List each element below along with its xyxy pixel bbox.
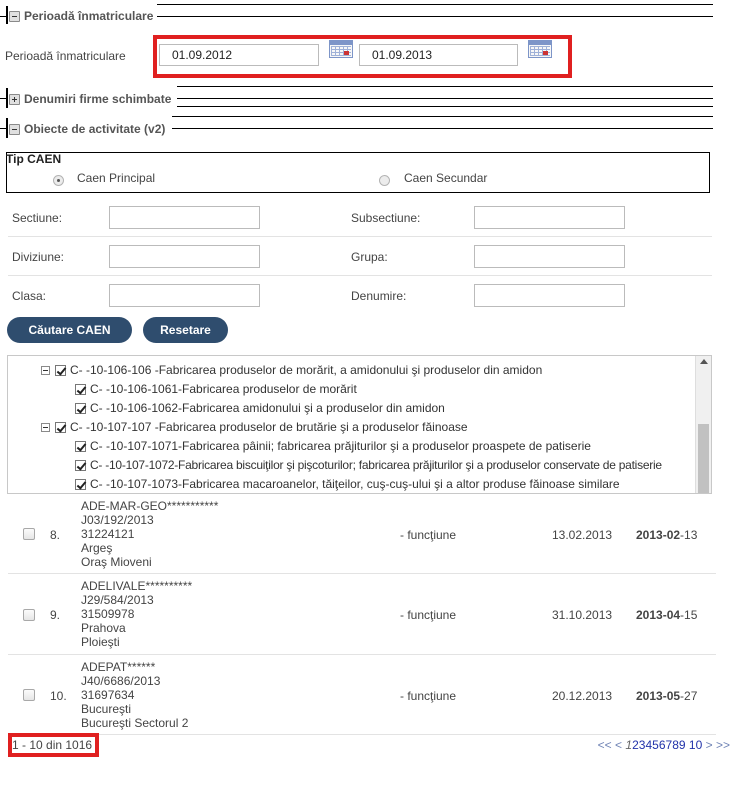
row-checkbox[interactable]: [23, 609, 35, 621]
clasa-input[interactable]: [109, 284, 260, 307]
tree-node[interactable]: [75, 458, 662, 472]
subsectiune-label: Subsectiune:: [351, 211, 421, 225]
tree-scrollbar[interactable]: [695, 356, 711, 493]
sectiune-label: Sectiune:: [12, 211, 63, 225]
section-title: Obiecte de activitate (v2): [24, 122, 166, 136]
page-link[interactable]: 3: [638, 738, 646, 752]
page-link[interactable]: 9: [678, 738, 686, 752]
date-from-input[interactable]: 01.09.2012: [159, 44, 319, 66]
firm-date2-rest: -27: [680, 689, 698, 703]
firm-status: - funcţiune: [400, 689, 457, 703]
grupa-input[interactable]: [474, 245, 625, 268]
firm-date: 20.12.2013: [552, 689, 613, 703]
tree-node[interactable]: [75, 401, 445, 415]
row-index: 9.: [50, 608, 61, 622]
clasa-label: Clasa:: [12, 289, 47, 303]
firm-reg: J40/6686/2013: [81, 674, 161, 688]
radio-caen-principal[interactable]: [53, 175, 64, 186]
checkbox[interactable]: [75, 441, 86, 452]
firm-date: 31.10.2013: [552, 608, 613, 622]
page-link[interactable]: 4: [645, 738, 653, 752]
firm-date2-bold: 2013-05: [636, 689, 681, 703]
firm-date2-bold: 2013-04: [636, 608, 681, 622]
row-index: 10.: [50, 689, 67, 703]
next-page-link[interactable]: >: [705, 738, 713, 752]
row-checkbox[interactable]: [23, 528, 35, 540]
firm-cui: 31509978: [81, 607, 135, 621]
row-index: 8.: [50, 528, 61, 542]
section-header-denumiri[interactable]: [9, 92, 171, 106]
last-page-link[interactable]: >>: [715, 738, 730, 752]
firm-date2-rest: -15: [680, 608, 698, 622]
firm-date2-bold: 2013-02: [636, 528, 681, 542]
collapse-icon[interactable]: [41, 366, 50, 375]
perioada-label: Perioadă înmatriculare: [5, 49, 126, 63]
scroll-up-icon[interactable]: [700, 359, 708, 364]
highlight-box: [153, 35, 572, 78]
tree-node-label: C- -10-106-1061-Fabricarea produselor de morărit: [90, 382, 357, 396]
section-header-perioada[interactable]: [9, 9, 153, 23]
section-title: Denumiri firme schimbate: [24, 92, 172, 106]
grupa-label: Grupa:: [351, 250, 388, 264]
firm-name: ADELIVALE**********: [81, 579, 193, 593]
denumire-input[interactable]: [474, 284, 625, 307]
diviziune-label: Diviziune:: [12, 250, 65, 264]
firm-city: Oraş Mioveni: [81, 555, 152, 569]
resetare-button[interactable]: Resetare: [143, 317, 228, 343]
firm-status: - funcţiune: [400, 608, 457, 622]
radio-label: Caen Principal: [77, 171, 156, 185]
tree-node[interactable]: [75, 439, 591, 453]
firm-city: Ploieşti: [81, 635, 120, 649]
firm-reg: J03/192/2013: [81, 513, 154, 527]
firm-name: ADEPAT******: [81, 660, 156, 674]
cautare-caen-button[interactable]: Căutare CAEN: [7, 317, 132, 343]
radio-label: Caen Secundar: [404, 171, 488, 185]
firm-cui: 31224121: [81, 527, 135, 541]
firm-county: Bucureşti: [81, 702, 132, 716]
results-summary: 1 - 10 din 1016: [12, 738, 93, 752]
diviziune-input[interactable]: [109, 245, 260, 268]
expand-icon[interactable]: [9, 94, 20, 105]
row-checkbox[interactable]: [23, 689, 35, 701]
caen-tree[interactable]: [7, 355, 712, 494]
sectiune-input[interactable]: [109, 206, 260, 229]
denumire-label: Denumire:: [351, 289, 407, 303]
page-link[interactable]: 5: [652, 738, 659, 752]
prev-page-link[interactable]: <: [615, 738, 623, 752]
firm-county: Argeş: [81, 541, 113, 555]
tree-node[interactable]: [41, 363, 542, 377]
tree-node-label: C- -10-107-107 -Fabricarea produselor de brutărie şi a produselor făinoase: [70, 420, 468, 434]
checkbox[interactable]: [75, 384, 86, 395]
tree-node[interactable]: [75, 382, 357, 396]
checkbox[interactable]: [55, 422, 66, 433]
checkbox[interactable]: [75, 460, 86, 471]
firm-cui: 31697634: [81, 688, 135, 702]
date-to-input[interactable]: 01.09.2013: [359, 44, 518, 66]
tree-node-label: C- -10-107-1073-Fabricarea macaroanelor, tăiţeilor, cuş-cuş-ului şi a altor produse făinoase similare: [90, 477, 620, 491]
checkbox[interactable]: [75, 403, 86, 414]
page-link[interactable]: 7: [665, 738, 673, 752]
first-page-link[interactable]: <<: [597, 738, 612, 752]
page-link[interactable]: 10: [688, 738, 703, 752]
tree-node-label: C- -10-107-1071-Fabricarea pâinii; fabricarea prăjiturilor şi a produselor proaspete de patiserie: [90, 439, 591, 453]
checkbox[interactable]: [55, 365, 66, 376]
tree-node-label: C- -10-107-1072-Fabricarea biscuiţilor şi pişcoturilor; fabricarea prăjiturilor şi a produselor conservate de patiserie: [90, 458, 662, 472]
section-title: Perioadă înmatriculare: [24, 9, 154, 23]
tree-node[interactable]: [75, 477, 620, 491]
firm-reg: J29/584/2013: [81, 593, 154, 607]
tip-caen-title: Tip CAEN: [6, 152, 62, 166]
firm-date2-rest: -13: [680, 528, 698, 542]
tree-node[interactable]: [41, 420, 468, 434]
collapse-icon[interactable]: [9, 124, 20, 135]
collapse-icon[interactable]: [9, 11, 20, 22]
firm-name: ADE-MAR-GEO***********: [81, 499, 219, 513]
firm-city: Bucureşti Sectorul 2: [81, 716, 189, 730]
firm-date: 13.02.2013: [552, 528, 613, 542]
page-link[interactable]: 8: [672, 738, 679, 752]
checkbox[interactable]: [75, 479, 86, 490]
tree-node-label: C- -10-106-1062-Fabricarea amidonului şi a produselor din amidon: [90, 401, 445, 415]
current-page: 1: [625, 738, 633, 752]
page-link[interactable]: 2: [632, 738, 639, 752]
radio-caen-secundar[interactable]: [379, 175, 390, 186]
section-header-obiecte[interactable]: [9, 122, 165, 136]
firm-status: - funcţiune: [400, 528, 457, 542]
collapse-icon[interactable]: [41, 423, 50, 432]
subsectiune-input[interactable]: [474, 206, 625, 229]
tree-node-label: C- -10-106-106 -Fabricarea produselor de morărit, a amidonului şi produselor din amidon: [70, 363, 543, 377]
firm-county: Prahova: [81, 621, 126, 635]
highlight-box: [8, 733, 99, 757]
pagination: [598, 738, 730, 752]
scroll-thumb[interactable]: [698, 424, 709, 494]
page-link[interactable]: 6: [658, 738, 666, 752]
